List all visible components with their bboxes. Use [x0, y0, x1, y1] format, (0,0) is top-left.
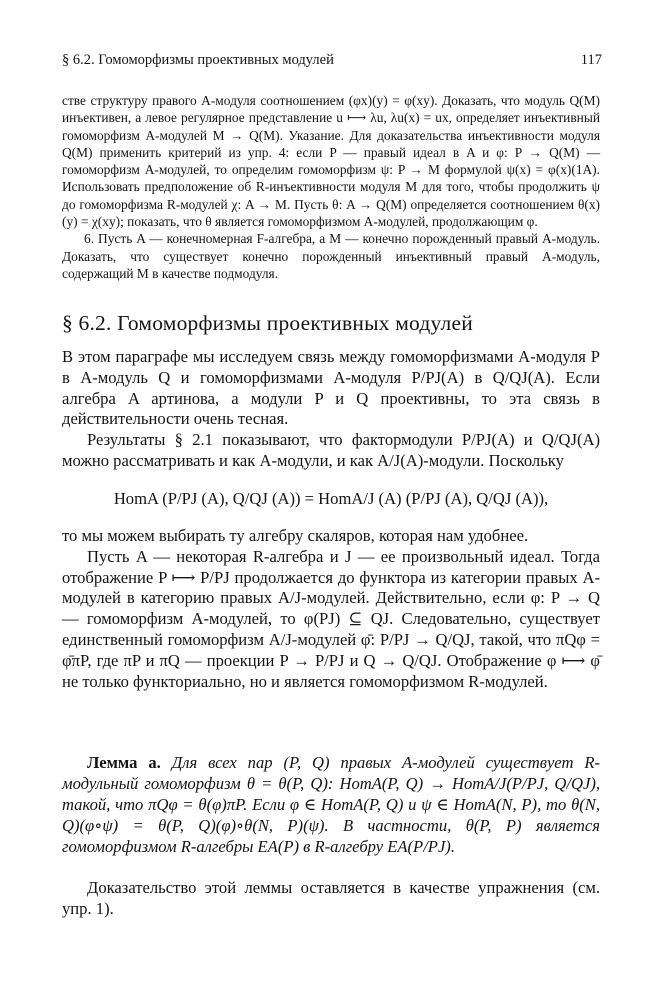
paragraph-intro: В этом параграфе мы исследуем связь между гомоморфизмами A-модуля P в A-модуль Q и гомоморфизмами A-модуля P/PJ(A) в Q/QJ(A). Если алгебра A артинова, а модули P и Q проективны, то эта связь в действительности очень тесная.	[62, 347, 600, 429]
page-number: 117	[580, 52, 602, 68]
lemma-block	[62, 752, 600, 857]
proof-block	[62, 877, 600, 919]
exercise-6: 6. Пусть A — конечномерная F-алгебра, а M — конечно порожденный правый A-модуль. Доказать, что существует конечно порожденный инъективный правый A-модуль, содержащий M в качестве подмодуля.	[62, 231, 600, 281]
body-text-middle	[62, 526, 600, 692]
running-head-title: § 6.2. Гомоморфизмы проективных модулей	[62, 52, 334, 68]
body-text-top	[62, 347, 600, 472]
display-formula: HomA (P/PJ (A), Q/QJ (A)) = HomA/J (A) (P/PJ (A), Q/QJ (A)),	[113, 489, 549, 508]
paragraph-results: Результаты § 2.1 показывают, что фактормодули P/PJ(A) и Q/QJ(A) можно рассматривать и как A-модули, и как A/J(A)-модули. Поскольку	[62, 430, 600, 470]
proof-text: Доказательство этой леммы оставляется в качестве упражнения (см. упр. 1).	[62, 878, 600, 918]
section-title: § 6.2. Гомоморфизмы проективных модулей	[62, 311, 473, 335]
exercise-5-continuation: стве структуру правого A-модуля соотношением (φx)(y) = φ(xy). Доказать, что модуль Q(M) инъективен, а левое регулярное представление u ⟼ λu, λu(x) = ux, определяет инъективный гомоморфизм A-модулей M → Q(M). Указание. Для доказательства инъективности модуля Q(M) применить критерий из упр. 4: если P — правый идеал в A и φ: P → Q(M) — гомоморфизм A-модулей, то определим гомоморфизм ψ: P → M формулой ψ(x) = φ(x)(1A). Использовать предположение об R-инъективности модуля M для того, чтобы продолжить ψ до гомоморфизма R-модулей χ: A → M. Пусть θ: A → Q(M) определяется соотношением θ(x)(y) = χ(xy); показать, что θ является гомоморфизмом A-модулей, продолжающим φ.	[62, 93, 600, 230]
running-head	[62, 52, 602, 74]
lemma-statement: Для всех пар (P, Q) правых A-модулей существует R-модульный гомоморфизм θ = θ(P, Q): HomA(P, Q) → HomA/J(P/PJ, Q/QJ), такой, что πQφ = θ(φ)πP. Если φ ∈ HomA(P, Q) и ψ ∈ HomA(N, P), то θ(N, Q)(φ∘ψ) = θ(P, Q)(φ)∘θ(N, P)(ψ). В частности, θ(P, P) является гомоморфизмом R-алгебры EA(P) в R-алгебру EA(P/PJ).	[62, 753, 601, 856]
paragraph-scalars: то мы можем выбирать ту алгебру скаляров, которая нам удобнее.	[62, 526, 529, 545]
exercises-block	[62, 92, 600, 282]
paragraph-functor: Пусть A — некоторая R-алгебра и J — ее произвольный идеал. Тогда отображение P ⟼ P/PJ продолжается до функтора из категории правых A-модулей в категорию правых A/J-модулей. Действительно, если φ: P → Q — гомоморфизм A-модулей, то φ(PJ) ⊆ QJ. Следовательно, существует единственный гомоморфизм A/J-модулей φ̄: P/PJ → Q/QJ, такой, что πQφ = φ̄πP, где πP и πQ — проекции P → P/PJ и Q → Q/QJ. Отображение φ ⟼ φ̄ не только функториально, но и является гомоморфизмом R-модулей.	[62, 546, 600, 691]
lemma-label: Лемма а.	[87, 753, 161, 772]
